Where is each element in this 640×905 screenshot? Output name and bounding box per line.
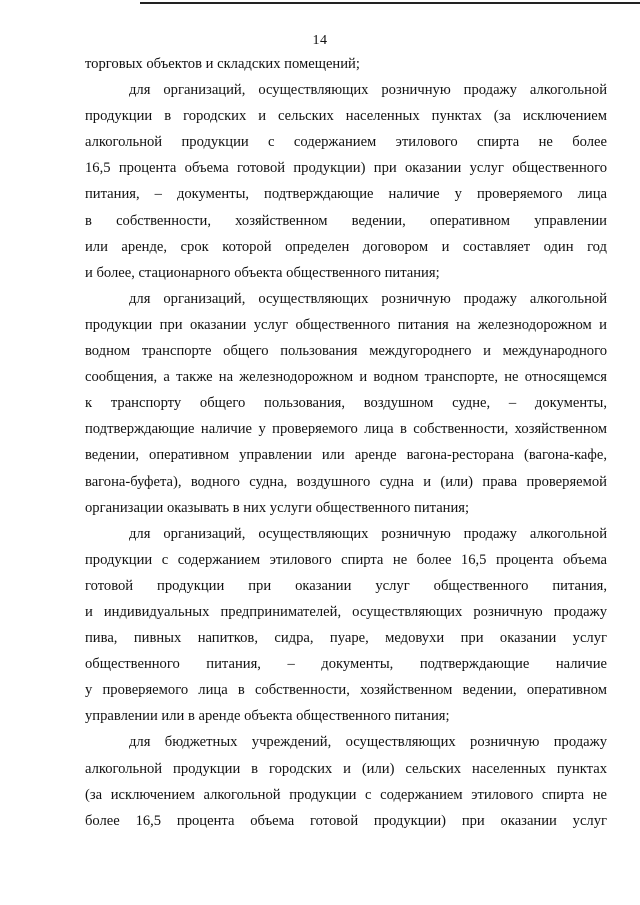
text-line: торговых объектов и складских помещений; xyxy=(85,56,360,72)
text-line: или аренде, срок которой определен договором и составляет один год xyxy=(85,238,607,255)
text-line: питания, – документы, подтверждающие наличие у проверяемого лица xyxy=(85,186,607,203)
text-line: сообщения, а также на железнодорожном и водном транспорте, не относящемся xyxy=(85,369,607,386)
text-line: вагона-буфета), водного судна, воздушного судна и (или) права проверяемой xyxy=(85,473,607,490)
text-line: продукции в городских и сельских населенных пунктах (за исключением xyxy=(85,108,607,125)
text-line: у проверяемого лица в собственности, хозяйственном ведении, оперативном xyxy=(85,682,607,699)
text-line: пива, пивных напитков, сидра, пуаре, медовухи при оказании услуг xyxy=(85,630,607,647)
text-line: более 16,5 процента объема готовой продукции) при оказании услуг xyxy=(85,812,607,829)
text-line: (за исключением алкогольной продукции с содержанием этилового спирта не xyxy=(85,786,607,803)
text-line: ведении, оперативном управлении или аренде вагона-ресторана (вагона-кафе, xyxy=(85,447,607,464)
text-line: для организаций, осуществляющих розничную продажу алкогольной xyxy=(129,82,607,99)
text-line: алкогольной продукции в городских и (или) сельских населенных пунктах xyxy=(85,760,607,777)
page-number: 14 xyxy=(312,33,328,48)
text-line: готовой продукции при оказании услуг общественного питания, xyxy=(85,577,607,594)
text-line: и более, стационарного объекта общественного питания; xyxy=(85,264,440,281)
text-line: подтверждающие наличие у проверяемого лица в собственности, хозяйственном xyxy=(85,421,607,438)
text-line: алкогольной продукции с содержанием этилового спирта не более xyxy=(85,134,607,151)
scan-top-edge xyxy=(140,2,640,4)
text-line: для организаций, осуществляющих розничную продажу алкогольной xyxy=(129,525,607,542)
text-line: организации оказывать в них услуги общественного питания; xyxy=(85,499,470,516)
text-line: 16,5 процента объема готовой продукции) при оказании услуг общественного xyxy=(85,160,607,177)
text-line: к транспорту общего пользования, воздушном судне, – документы, xyxy=(85,395,607,412)
text-line: для организаций, осуществляющих розничную продажу алкогольной xyxy=(129,290,607,307)
text-line: управлении или в аренде объекта общественного питания; xyxy=(85,708,450,725)
body-text xyxy=(85,51,607,834)
text-line: общественного питания, – документы, подтверждающие наличие xyxy=(85,656,607,673)
text-line: продукции при оказании услуг общественного питания на железнодорожном и xyxy=(85,316,607,333)
text-line: и индивидуальных предпринимателей, осуществляющих розничную продажу xyxy=(85,603,607,620)
text-line: водном транспорте общего пользования междугороднего и международного xyxy=(85,343,607,360)
text-line: в собственности, хозяйственном ведении, оперативном управлении xyxy=(85,212,607,229)
text-line: продукции с содержанием этилового спирта не более 16,5 процента объема xyxy=(85,551,607,568)
text-line: для бюджетных учреждений, осуществляющих розничную продажу xyxy=(129,734,607,751)
